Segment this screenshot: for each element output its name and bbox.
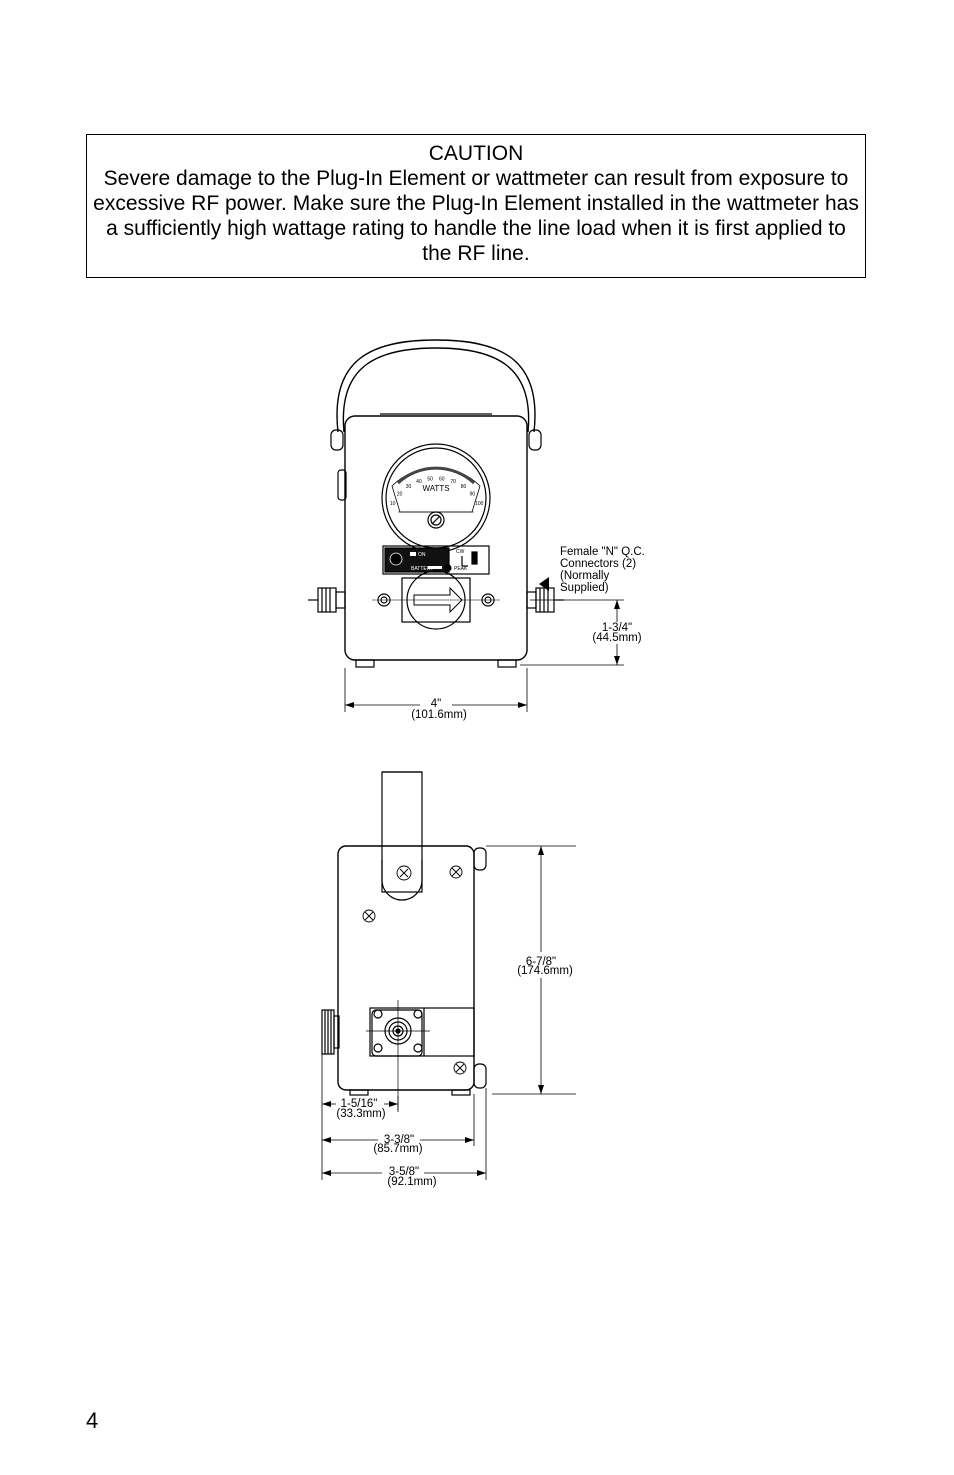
meter-scale-label: 100 xyxy=(475,501,484,507)
side-dim-c-in: 3-5/8" xyxy=(388,1166,420,1178)
front-width-dim-in: 4" xyxy=(430,698,442,710)
front-view xyxy=(308,340,624,712)
side-dim-a-in: 1-5/16" xyxy=(340,1098,378,1110)
meter-scale-label: 40 xyxy=(416,479,422,485)
battery-label: BATTERY xyxy=(411,566,434,572)
meter-scale-label: 20 xyxy=(396,491,403,498)
connector-callout-line-3: (Normally xyxy=(560,570,610,582)
meter-scale-label: 70 xyxy=(450,479,456,485)
peak-label: PEAK xyxy=(454,566,468,572)
caution-text: Severe damage to the Plug-In Element or wattmeter can result from exposure to excessive RF power. Make sure the Plug-In Element installed in the wattmeter has a sufficiently high wattage rating to handle the line load when it is first applied to the RF line. xyxy=(93,167,859,265)
meter-watts-label: WATTS xyxy=(422,484,450,493)
side-dim-b-in: 3-3/8" xyxy=(383,1134,415,1146)
side-dim-b-mm: (85.7mm) xyxy=(373,1143,423,1155)
meter-scale-label: 90 xyxy=(469,491,476,498)
connector-callout-line-2: Connectors (2) xyxy=(560,558,637,570)
side-dim-c-mm: (92.1mm) xyxy=(387,1176,437,1188)
page-number: 4 xyxy=(86,1408,99,1433)
meter-scale-label: 50 xyxy=(427,476,433,483)
side-height-dim-in: 6-7/8" xyxy=(525,956,557,968)
meter-scale-label: 30 xyxy=(405,484,412,491)
connector-callout-line-4: Supplied) xyxy=(560,582,609,594)
front-width-dim-mm: (101.6mm) xyxy=(411,709,467,721)
meter-scale-label: 10 xyxy=(389,501,396,507)
cw-label: CW xyxy=(456,549,465,555)
meter-scale-label: 60 xyxy=(439,476,445,483)
caution-title: CAUTION xyxy=(428,142,524,165)
side-dim-a-mm: (33.3mm) xyxy=(336,1108,386,1120)
switch-on-label: ON xyxy=(418,552,426,558)
front-height-dim-mm: (44.5mm) xyxy=(592,632,642,644)
meter-scale-label: 80 xyxy=(460,484,467,491)
front-height-dim-in: 1-3/4" xyxy=(601,622,633,634)
side-height-dim-mm: (174.6mm) xyxy=(517,965,573,977)
connector-callout-line-1: Female "N" Q.C. xyxy=(560,546,645,558)
